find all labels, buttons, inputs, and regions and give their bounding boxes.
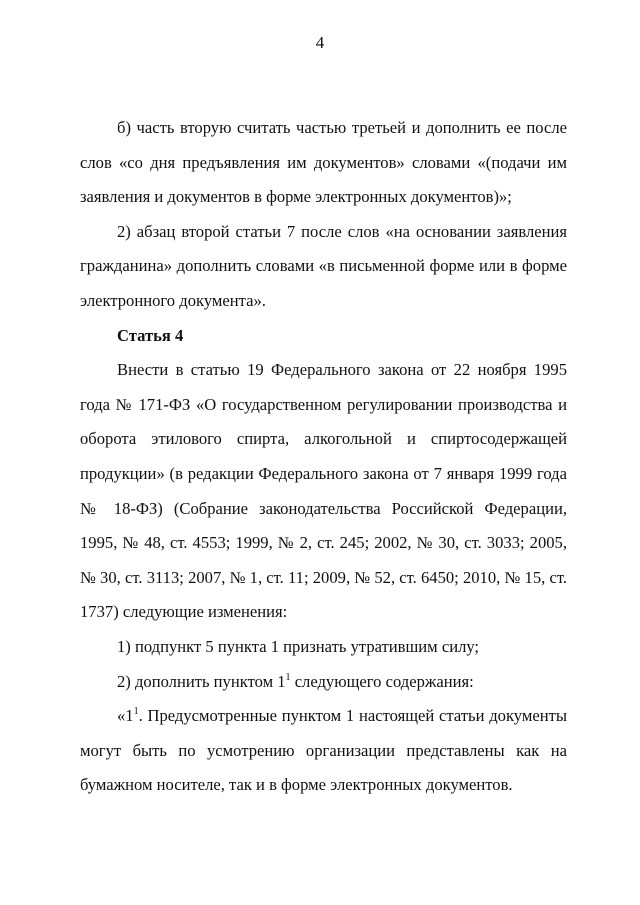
new-point-text: «1 (117, 706, 134, 726)
new-point-text-cont: . Предусмотренные пунктом 1 настоящей статьи документы могут быть по усмотрению организации представлены как на бумажном носителе, так и в форме электронных документов. (80, 706, 567, 795)
page-number: 4 (315, 33, 325, 52)
paragraph-new-point (80, 699, 567, 803)
superscript: 1 (133, 706, 139, 718)
paragraph-item-1: 1) подпункт 5 пункта 1 признать утратившим силу; (117, 636, 480, 656)
superscript: 1 (285, 671, 291, 683)
paragraph-item-2 (80, 665, 567, 700)
paragraph-article-4-intro: Внести в статью 19 Федерального закона от 22 ноября 1995 года № 171-ФЗ «О государственном регулировании производства и оборота этилового спирта, алкогольной и спиртосодержащей продукции» (в редакции Федерального закона от 7 января 1999 года № 18-ФЗ) (Собрание законодательства Российской Федерации, 1995, № 48, ст. 4553; 1999, № 2, ст. 245; 2002, № 30, ст. 3033; 2005, № 30, ст. 3113; 2007, № 1, ст. 11; 2009, № 52, ст. 6450; 2010, № 15, ст. 1737) следующие изменения: (80, 360, 567, 622)
paragraph-amendment-b: б) часть вторую считать частью третьей и дополнить ее после слов «со дня предъявления им документов» словами «(подачи им заявления и документов в форме электронных документов)»; (80, 118, 567, 207)
document-body (80, 111, 567, 803)
item-2-text: 2) дополнить пунктом 1 (117, 671, 286, 691)
article-heading: Статья 4 (117, 325, 184, 345)
item-2-text-cont: следующего содержания: (290, 671, 474, 691)
paragraph-amendment-2: 2) абзац второй статьи 7 после слов «на основании заявления гражданина» дополнить словами «в письменной форме или в форме электронного документа». (80, 221, 567, 310)
